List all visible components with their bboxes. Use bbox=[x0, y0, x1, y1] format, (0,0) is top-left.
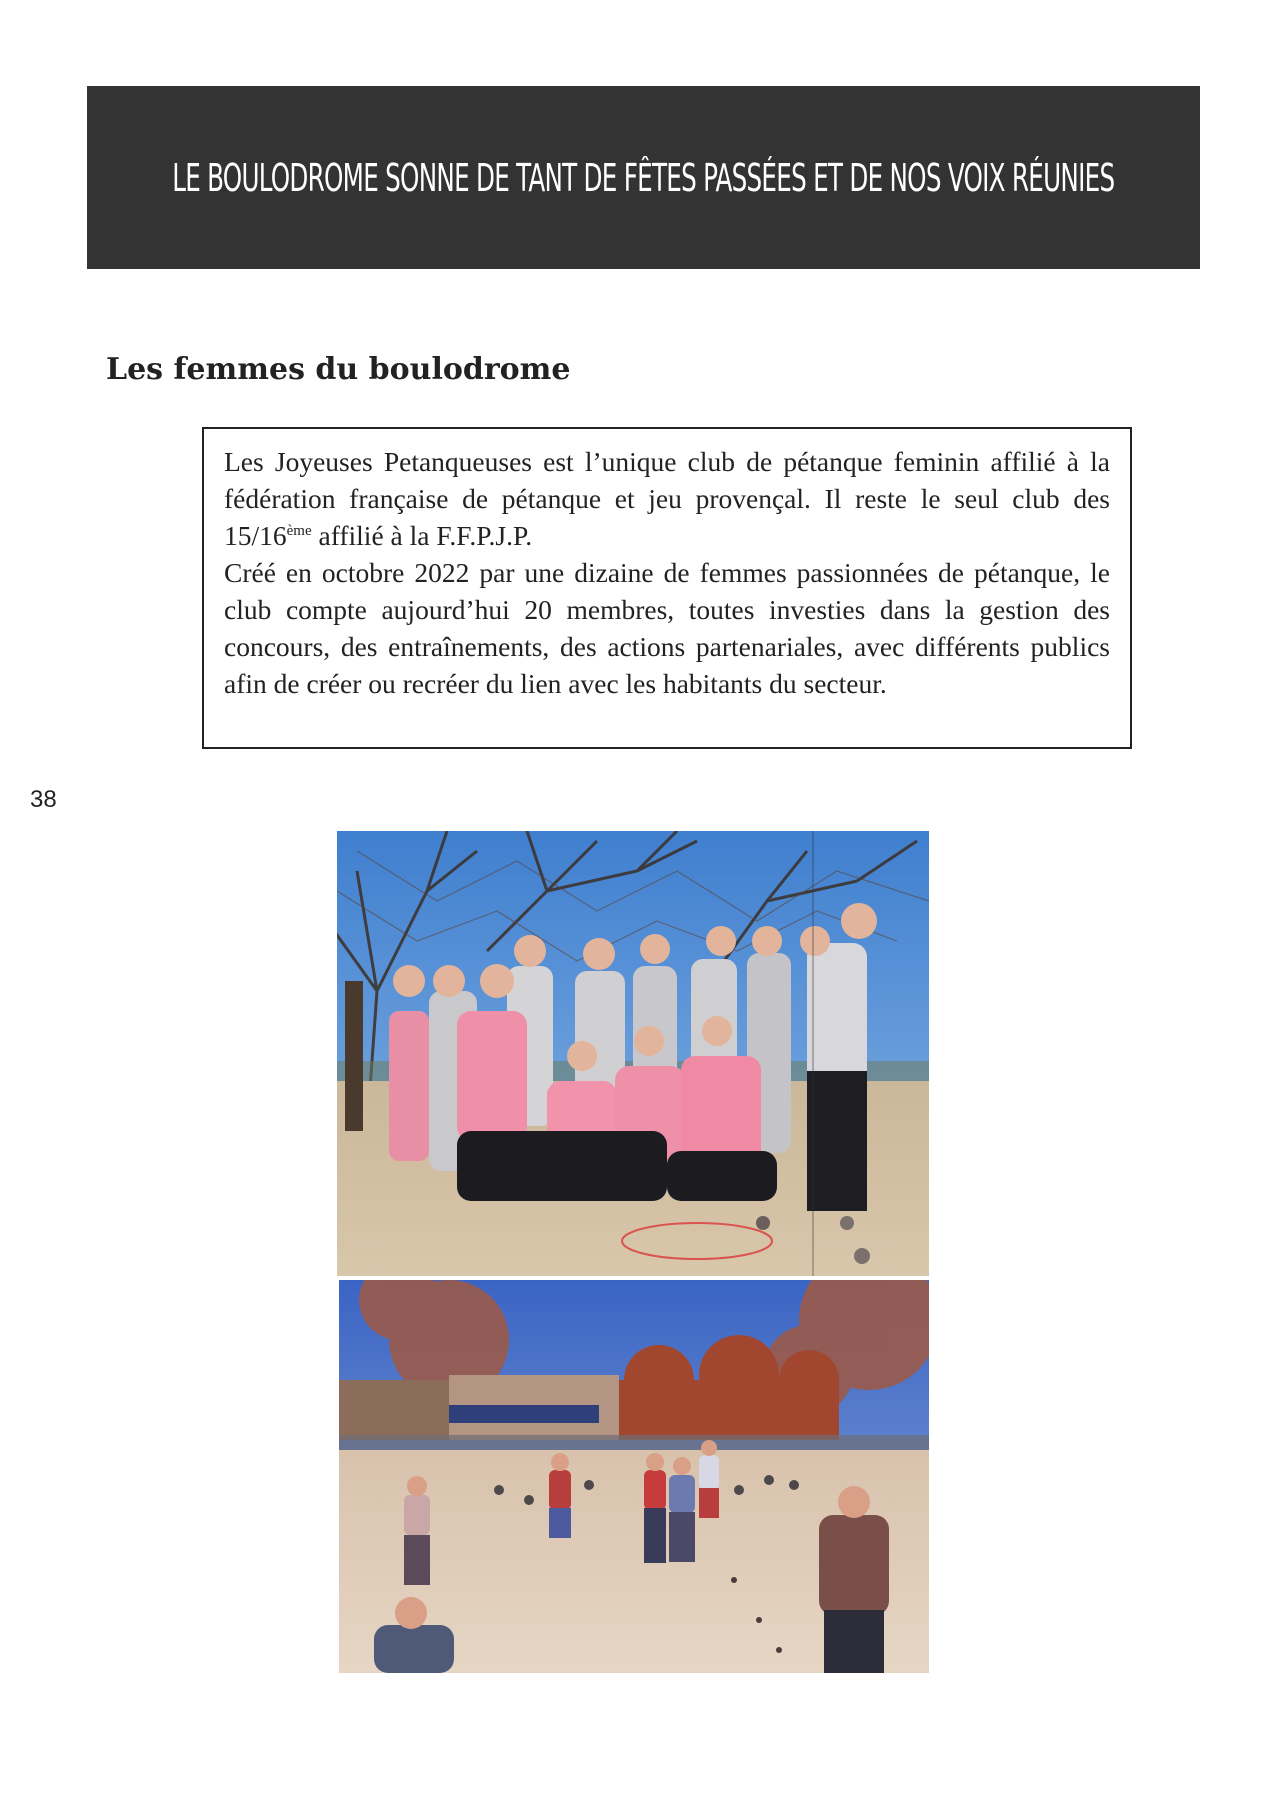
title-banner bbox=[87, 86, 1200, 269]
group-photo-petanqueuses bbox=[337, 831, 929, 1276]
intro-paragraph-1 bbox=[224, 443, 1110, 554]
page-number: 38 bbox=[30, 786, 57, 813]
group-photo-illustration bbox=[337, 831, 929, 1276]
intro-paragraph-1-text: Les Joyeuses Petanqueuses est l’unique club de pétanque feminin affilié à la fédération française de pétanque et jeu provençal. Il reste le seul club des 15/16 bbox=[224, 446, 1110, 551]
vintage-photo-illustration bbox=[339, 1280, 929, 1673]
intro-text-box bbox=[202, 427, 1132, 749]
banner-title: LE BOULODROME SONNE DE TANT DE FÊTES PASSÉES ET DE NOS VOIX RÉUNIES bbox=[172, 155, 1115, 200]
intro-paragraph-2: Créé en octobre 2022 par une dizaine de femmes passionnées de pétanque, le club compte aujourd’hui 20 membres, toutes investies dans la gestion des concours, des entraînements, des actions partenariales, avec différents publics afin de créer ou recréer du lien avec les habitants du secteur. bbox=[224, 557, 1110, 699]
intro-paragraph-1-end: affilié à la F.F.P.J.P. bbox=[311, 520, 533, 551]
vintage-boulodrome-photo bbox=[339, 1280, 929, 1673]
ordinal-superscript: ème bbox=[286, 522, 312, 539]
section-heading: Les femmes du boulodrome bbox=[106, 352, 571, 387]
